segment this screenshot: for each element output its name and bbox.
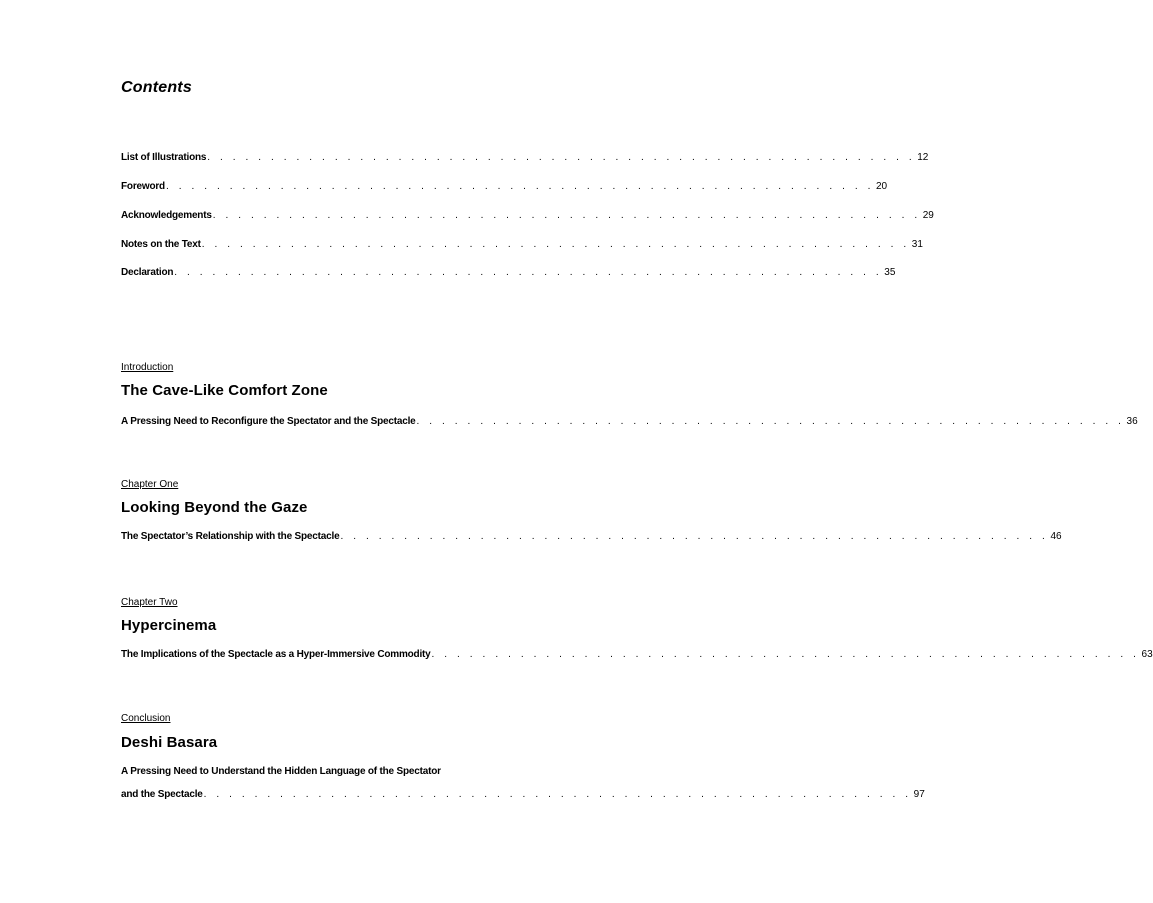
toc-entry-notes-on-the-text — [121, 239, 923, 253]
dot-leader: . . . . . . . . . . . . . . . . . . . . . . . . . . . . . . . . . . . . . . . . . . . . . . . . . . . . . . . . — [431, 649, 1140, 660]
toc-entry-page: 36 — [1126, 416, 1138, 427]
dot-leader: . . . . . . . . . . . . . . . . . . . . . . . . . . . . . . . . . . . . . . . . . . . . . . . . . . . . . . . . — [203, 789, 912, 800]
dot-leader: . . . . . . . . . . . . . . . . . . . . . . . . . . . . . . . . . . . . . . . . . . . . . . . . . . . . . . . . — [201, 239, 910, 250]
toc-entry-introduction — [121, 416, 1138, 430]
toc-entry-page: 12 — [917, 152, 929, 163]
chapter-title-conclusion: Deshi Basara — [121, 734, 218, 751]
toc-entry-conclusion-line1: A Pressing Need to Understand the Hidden Language of the Spectator — [121, 766, 441, 777]
toc-entry-label: and the Spectacle — [121, 789, 203, 800]
toc-entry-label: Acknowledgements — [121, 210, 212, 221]
toc-entry-acknowledgements — [121, 210, 934, 224]
toc-entry-page: 97 — [913, 789, 925, 800]
toc-entry-label: Foreword — [121, 181, 165, 192]
chapter-tag-conclusion: Conclusion — [121, 713, 171, 724]
toc-entry-label: Declaration — [121, 267, 174, 278]
dot-leader: . . . . . . . . . . . . . . . . . . . . . . . . . . . . . . . . . . . . . . . . . . . . . . . . . . . . . . . . — [207, 152, 916, 163]
dot-leader: . . . . . . . . . . . . . . . . . . . . . . . . . . . . . . . . . . . . . . . . . . . . . . . . . . . . . . . . — [165, 181, 874, 192]
toc-entry-page: 31 — [911, 239, 923, 250]
chapter-title-introduction: The Cave-Like Comfort Zone — [121, 382, 328, 399]
toc-entry-page: 20 — [875, 181, 888, 192]
toc-entry-label: A Pressing Need to Reconfigure the Spectator and the Spectacle — [121, 416, 416, 427]
chapter-tag-chapter-one: Chapter One — [121, 479, 179, 490]
dot-leader: . . . . . . . . . . . . . . . . . . . . . . . . . . . . . . . . . . . . . . . . . . . . . . . . . . . . . . . . — [416, 416, 1125, 427]
toc-entry-declaration — [121, 267, 896, 281]
toc-entry-list-of-illustrations — [121, 152, 929, 166]
dot-leader: . . . . . . . . . . . . . . . . . . . . . . . . . . . . . . . . . . . . . . . . . . . . . . . . . . . . . . . . — [174, 267, 883, 278]
toc-entry-conclusion — [121, 789, 925, 803]
chapter-title-chapter-two: Hypercinema — [121, 617, 217, 634]
toc-entry-label: The Spectator’s Relationship with the Spectacle — [121, 531, 340, 542]
dot-leader: . . . . . . . . . . . . . . . . . . . . . . . . . . . . . . . . . . . . . . . . . . . . . . . . . . . . . . . . — [340, 531, 1049, 542]
toc-entry-chapter-two — [121, 649, 1153, 663]
toc-entry-page: 46 — [1050, 531, 1062, 542]
toc-entry-chapter-one — [121, 531, 1062, 545]
toc-entry-foreword — [121, 181, 888, 195]
toc-entry-label: The Implications of the Spectacle as a Hyper-Immersive Commodity — [121, 649, 431, 660]
toc-entry-label: Notes on the Text — [121, 239, 201, 250]
dot-leader: . . . . . . . . . . . . . . . . . . . . . . . . . . . . . . . . . . . . . . . . . . . . . . . . . . . . . . . . — [212, 210, 921, 221]
toc-entry-page: 29 — [922, 210, 934, 221]
chapter-title-chapter-one: Looking Beyond the Gaze — [121, 499, 308, 516]
chapter-tag-chapter-two: Chapter Two — [121, 597, 178, 608]
contents-heading: Contents — [121, 79, 192, 96]
toc-entry-label: List of Illustrations — [121, 152, 207, 163]
toc-entry-page: 35 — [884, 267, 896, 278]
chapter-tag-introduction: Introduction — [121, 362, 174, 373]
toc-entry-page: 63 — [1141, 649, 1153, 660]
